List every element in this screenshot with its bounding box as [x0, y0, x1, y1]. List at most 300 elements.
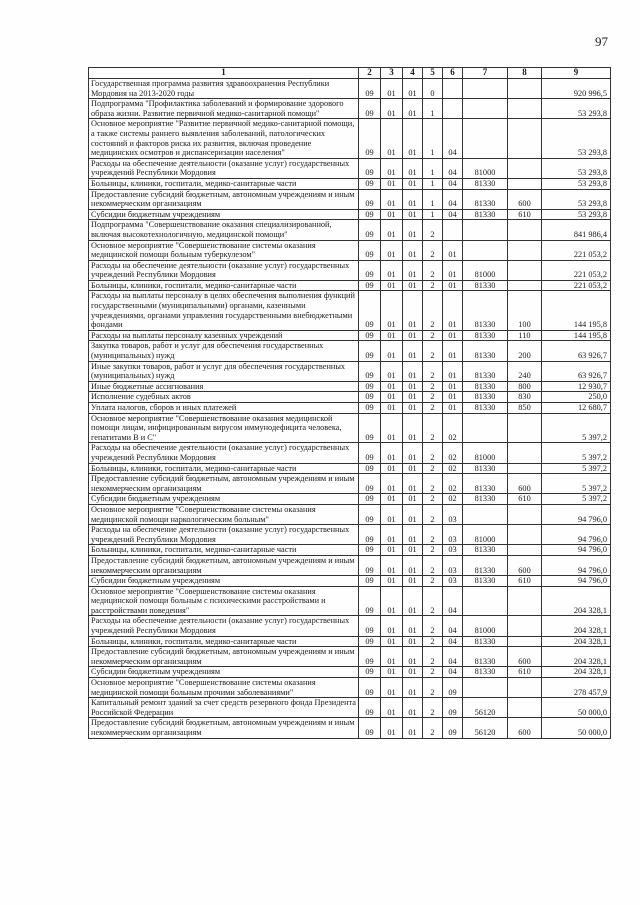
- code-cell: 01: [403, 474, 423, 494]
- code-cell: 81330: [463, 545, 508, 556]
- code-cell: 600: [508, 555, 542, 575]
- code-cell: 09: [359, 616, 381, 636]
- amount-cell: 278 457,9: [542, 678, 611, 698]
- code-cell: 01: [443, 240, 463, 260]
- code-cell: 81000: [463, 525, 508, 545]
- code-cell: 09: [359, 260, 381, 280]
- code-cell: [508, 636, 542, 647]
- column-header: 3: [381, 68, 403, 79]
- code-cell: 610: [508, 667, 542, 678]
- code-cell: [508, 463, 542, 474]
- amount-cell: 94 796,0: [542, 525, 611, 545]
- code-cell: 09: [359, 189, 381, 209]
- code-cell: 81330: [463, 636, 508, 647]
- code-cell: 2: [423, 525, 443, 545]
- row-name-cell: Субсидии бюджетным учреждениям: [89, 576, 359, 587]
- code-cell: [508, 586, 542, 616]
- code-cell: 01: [403, 718, 423, 738]
- code-cell: 1: [423, 178, 443, 189]
- code-cell: 01: [403, 220, 423, 240]
- code-cell: 110: [508, 330, 542, 341]
- code-cell: [508, 158, 542, 178]
- table-row: [89, 443, 611, 463]
- code-cell: 81330: [463, 647, 508, 667]
- code-cell: 01: [403, 576, 423, 587]
- code-cell: 09: [359, 443, 381, 463]
- code-cell: 81330: [463, 280, 508, 291]
- amount-cell: 920 996,5: [542, 79, 611, 99]
- code-cell: 01: [381, 413, 403, 443]
- code-cell: 01: [381, 678, 403, 698]
- row-name-cell: Подпрограмма "Профилактика заболеваний и формирование здорового образа жизни. Развитие первичной медико-санитарной помощи": [89, 99, 359, 119]
- code-cell: 2: [423, 678, 443, 698]
- code-cell: 600: [508, 189, 542, 209]
- table-row: [89, 586, 611, 616]
- code-cell: 01: [403, 494, 423, 505]
- code-cell: 01: [403, 209, 423, 220]
- code-cell: 03: [443, 504, 463, 524]
- code-cell: 81330: [463, 576, 508, 587]
- code-cell: 01: [381, 99, 403, 119]
- code-cell: 01: [381, 240, 403, 260]
- code-cell: 04: [443, 119, 463, 158]
- code-cell: 2: [423, 504, 443, 524]
- code-cell: 01: [443, 330, 463, 341]
- code-cell: 01: [381, 403, 403, 414]
- code-cell: 04: [443, 189, 463, 209]
- row-name-cell: Иные бюджетные ассигнования: [89, 381, 359, 392]
- amount-cell: 204 328,1: [542, 647, 611, 667]
- row-name-cell: Больницы, клиники, госпитали, медико-санитарные части: [89, 178, 359, 189]
- code-cell: 01: [381, 158, 403, 178]
- row-name-cell: Предоставление субсидий бюджетным, автономным учреждениям и иным некоммерческим организациям: [89, 718, 359, 738]
- amount-cell: 50 000,0: [542, 698, 611, 718]
- page-number: 97: [595, 34, 608, 49]
- table-row: [89, 381, 611, 392]
- code-cell: 01: [381, 291, 403, 330]
- code-cell: [508, 443, 542, 463]
- code-cell: 01: [381, 280, 403, 291]
- code-cell: 81000: [463, 158, 508, 178]
- code-cell: 04: [443, 209, 463, 220]
- code-cell: 01: [381, 647, 403, 667]
- code-cell: 2: [423, 341, 443, 361]
- amount-cell: 841 986,4: [542, 220, 611, 240]
- column-header: 4: [403, 68, 423, 79]
- code-cell: 01: [381, 381, 403, 392]
- table-row: [89, 280, 611, 291]
- row-name-cell: Основное мероприятие "Совершенствование оказания медицинской помощи лицам, инфицированным вирусом иммунодефицита человека, гепатитами В и С": [89, 413, 359, 443]
- code-cell: 03: [443, 545, 463, 556]
- code-cell: 04: [443, 158, 463, 178]
- code-cell: 01: [403, 189, 423, 209]
- amount-cell: 221 053,2: [542, 260, 611, 280]
- code-cell: 09: [359, 525, 381, 545]
- amount-cell: 250,0: [542, 392, 611, 403]
- row-name-cell: Расходы на обеспечение деятельности (оказание услуг) государственных учреждений Республики Мордовия: [89, 616, 359, 636]
- table-row: [89, 463, 611, 474]
- code-cell: 01: [381, 576, 403, 587]
- code-cell: [508, 545, 542, 556]
- code-cell: 01: [403, 504, 423, 524]
- table-row: [89, 718, 611, 738]
- code-cell: 81330: [463, 361, 508, 381]
- code-cell: 01: [381, 361, 403, 381]
- code-cell: 01: [403, 158, 423, 178]
- code-cell: 01: [381, 555, 403, 575]
- code-cell: [508, 280, 542, 291]
- code-cell: 81000: [463, 616, 508, 636]
- code-cell: 81330: [463, 341, 508, 361]
- code-cell: 2: [423, 413, 443, 443]
- code-cell: 09: [359, 220, 381, 240]
- amount-cell: 94 796,0: [542, 555, 611, 575]
- code-cell: 09: [359, 381, 381, 392]
- code-cell: 01: [381, 443, 403, 463]
- column-header: 1: [89, 68, 359, 79]
- code-cell: 01: [403, 586, 423, 616]
- code-cell: 200: [508, 341, 542, 361]
- code-cell: 09: [359, 586, 381, 616]
- table-row: [89, 678, 611, 698]
- code-cell: 81330: [463, 209, 508, 220]
- code-cell: 2: [423, 494, 443, 505]
- code-cell: 01: [381, 220, 403, 240]
- amount-cell: 94 796,0: [542, 545, 611, 556]
- amount-cell: 5 397,2: [542, 494, 611, 505]
- code-cell: 81000: [463, 260, 508, 280]
- code-cell: 81330: [463, 403, 508, 414]
- code-cell: 01: [403, 291, 423, 330]
- code-cell: 81330: [463, 330, 508, 341]
- code-cell: 09: [359, 158, 381, 178]
- code-cell: 81330: [463, 474, 508, 494]
- code-cell: 01: [381, 504, 403, 524]
- row-name-cell: Больницы, клиники, госпитали, медико-санитарные части: [89, 280, 359, 291]
- code-cell: 81330: [463, 381, 508, 392]
- table-row: [89, 474, 611, 494]
- code-cell: 2: [423, 636, 443, 647]
- code-cell: 09: [359, 413, 381, 443]
- code-cell: 09: [359, 209, 381, 220]
- table-row: [89, 667, 611, 678]
- code-cell: 09: [359, 678, 381, 698]
- code-cell: 610: [508, 494, 542, 505]
- code-cell: [463, 504, 508, 524]
- code-cell: 01: [443, 392, 463, 403]
- column-header: 8: [508, 68, 542, 79]
- code-cell: [508, 260, 542, 280]
- code-cell: 09: [359, 280, 381, 291]
- code-cell: 09: [359, 330, 381, 341]
- code-cell: 09: [359, 291, 381, 330]
- amount-cell: 144 195,8: [542, 330, 611, 341]
- amount-cell: 12 680,7: [542, 403, 611, 414]
- code-cell: 2: [423, 280, 443, 291]
- column-header: 9: [542, 68, 611, 79]
- code-cell: 01: [381, 260, 403, 280]
- code-cell: 2: [423, 545, 443, 556]
- amount-cell: 53 293,8: [542, 209, 611, 220]
- row-name-cell: Основное мероприятие "Совершенствование системы оказания медицинской помощи больным прочими заболеваниями": [89, 678, 359, 698]
- code-cell: 01: [381, 616, 403, 636]
- table-row: [89, 698, 611, 718]
- code-cell: 01: [403, 119, 423, 158]
- table-row: [89, 616, 611, 636]
- code-cell: [508, 525, 542, 545]
- code-cell: 01: [403, 545, 423, 556]
- code-cell: 03: [443, 576, 463, 587]
- code-cell: 01: [443, 361, 463, 381]
- code-cell: 09: [359, 99, 381, 119]
- table-row: [89, 392, 611, 403]
- code-cell: 09: [359, 463, 381, 474]
- amount-cell: 204 328,1: [542, 616, 611, 636]
- code-cell: 2: [423, 667, 443, 678]
- code-cell: [508, 504, 542, 524]
- table-row: [89, 260, 611, 280]
- code-cell: 56120: [463, 718, 508, 738]
- code-cell: 04: [443, 586, 463, 616]
- code-cell: 1: [423, 119, 443, 158]
- row-name-cell: Расходы на выплаты персоналу казенных учреждений: [89, 330, 359, 341]
- code-cell: 2: [423, 698, 443, 718]
- code-cell: 01: [443, 403, 463, 414]
- code-cell: 01: [381, 545, 403, 556]
- code-cell: 01: [403, 260, 423, 280]
- code-cell: [463, 119, 508, 158]
- amount-cell: 94 796,0: [542, 576, 611, 587]
- header-row: [89, 68, 611, 79]
- table-row: [89, 545, 611, 556]
- code-cell: 01: [403, 647, 423, 667]
- code-cell: 2: [423, 576, 443, 587]
- code-cell: 09: [443, 698, 463, 718]
- code-cell: 01: [403, 79, 423, 99]
- code-cell: 1: [423, 158, 443, 178]
- table-row: [89, 636, 611, 647]
- code-cell: 02: [443, 494, 463, 505]
- code-cell: 09: [359, 555, 381, 575]
- amount-cell: 204 328,1: [542, 586, 611, 616]
- code-cell: 81330: [463, 555, 508, 575]
- code-cell: 09: [359, 361, 381, 381]
- row-name-cell: Больницы, клиники, госпитали, медико-санитарные части: [89, 636, 359, 647]
- row-name-cell: Расходы на выплаты персоналу в целях обеспечения выполнения функций государственными (муниципальными) органами, казенными учреждениями, органами управления государственными внебюджетными фондами: [89, 291, 359, 330]
- code-cell: 01: [403, 341, 423, 361]
- code-cell: 01: [381, 209, 403, 220]
- code-cell: 01: [381, 189, 403, 209]
- code-cell: 01: [381, 667, 403, 678]
- amount-cell: 204 328,1: [542, 667, 611, 678]
- code-cell: 04: [443, 178, 463, 189]
- code-cell: 01: [443, 291, 463, 330]
- code-cell: 2: [423, 361, 443, 381]
- code-cell: 01: [403, 403, 423, 414]
- code-cell: 09: [359, 667, 381, 678]
- code-cell: 2: [423, 616, 443, 636]
- code-cell: 2: [423, 260, 443, 280]
- code-cell: 03: [443, 555, 463, 575]
- row-name-cell: Закупка товаров, работ и услуг для обеспечения государственных (муниципальных) нужд: [89, 341, 359, 361]
- code-cell: 09: [359, 647, 381, 667]
- code-cell: 2: [423, 443, 443, 463]
- code-cell: 0: [423, 79, 443, 99]
- amount-cell: 5 397,2: [542, 443, 611, 463]
- code-cell: 81000: [463, 443, 508, 463]
- code-cell: 01: [403, 392, 423, 403]
- amount-cell: 63 926,7: [542, 361, 611, 381]
- table-row: [89, 341, 611, 361]
- code-cell: 600: [508, 647, 542, 667]
- code-cell: 2: [423, 330, 443, 341]
- code-cell: 81330: [463, 392, 508, 403]
- code-cell: 09: [359, 240, 381, 260]
- code-cell: 01: [381, 392, 403, 403]
- amount-cell: 5 397,2: [542, 413, 611, 443]
- code-cell: 2: [423, 718, 443, 738]
- row-name-cell: Уплата налогов, сборов и иных платежей: [89, 403, 359, 414]
- amount-cell: 221 053,2: [542, 240, 611, 260]
- code-cell: 01: [381, 718, 403, 738]
- table-row: [89, 178, 611, 189]
- code-cell: 81330: [463, 189, 508, 209]
- code-cell: 2: [423, 392, 443, 403]
- code-cell: [508, 413, 542, 443]
- row-name-cell: Субсидии бюджетным учреждениям: [89, 494, 359, 505]
- code-cell: 81330: [463, 463, 508, 474]
- row-name-cell: Предоставление субсидий бюджетным, автономным учреждениям и иным некоммерческим организациям: [89, 647, 359, 667]
- amount-cell: 204 328,1: [542, 636, 611, 647]
- code-cell: 2: [423, 403, 443, 414]
- code-cell: 2: [423, 555, 443, 575]
- row-name-cell: Больницы, клиники, госпитали, медико-санитарные части: [89, 545, 359, 556]
- table-row: [89, 79, 611, 99]
- code-cell: 01: [403, 667, 423, 678]
- row-name-cell: Подпрограмма "Совершенствование оказания специализированной, включая высокотехнологичную, медицинской помощи": [89, 220, 359, 240]
- code-cell: 09: [359, 178, 381, 189]
- code-cell: [508, 178, 542, 189]
- row-name-cell: Иные закупки товаров, работ и услуг для обеспечения государственных (муниципальных) нужд: [89, 361, 359, 381]
- code-cell: 02: [443, 474, 463, 494]
- row-name-cell: Предоставление субсидий бюджетным, автономным учреждениям и иным некоммерческим организациям: [89, 555, 359, 575]
- column-header: 2: [359, 68, 381, 79]
- code-cell: 01: [381, 330, 403, 341]
- code-cell: 01: [403, 463, 423, 474]
- code-cell: 01: [403, 616, 423, 636]
- code-cell: 01: [403, 330, 423, 341]
- code-cell: [443, 79, 463, 99]
- row-name-cell: Расходы на обеспечение деятельности (оказание услуг) государственных учреждений Республики Мордовия: [89, 158, 359, 178]
- code-cell: 56120: [463, 698, 508, 718]
- code-cell: 01: [403, 381, 423, 392]
- code-cell: 09: [359, 636, 381, 647]
- code-cell: 81330: [463, 667, 508, 678]
- table-row: [89, 220, 611, 240]
- code-cell: 01: [403, 361, 423, 381]
- table-row: [89, 647, 611, 667]
- code-cell: 09: [359, 718, 381, 738]
- code-cell: 09: [359, 341, 381, 361]
- code-cell: 01: [381, 525, 403, 545]
- code-cell: 09: [359, 392, 381, 403]
- row-name-cell: Субсидии бюджетным учреждениям: [89, 667, 359, 678]
- code-cell: 09: [359, 494, 381, 505]
- table-row: [89, 403, 611, 414]
- amount-cell: 5 397,2: [542, 463, 611, 474]
- code-cell: 09: [359, 474, 381, 494]
- table-row: [89, 504, 611, 524]
- amount-cell: 12 930,7: [542, 381, 611, 392]
- code-cell: 09: [443, 678, 463, 698]
- code-cell: [463, 99, 508, 119]
- code-cell: 240: [508, 361, 542, 381]
- code-cell: 01: [381, 474, 403, 494]
- amount-cell: 144 195,8: [542, 291, 611, 330]
- code-cell: 03: [443, 525, 463, 545]
- code-cell: [443, 220, 463, 240]
- code-cell: 01: [403, 280, 423, 291]
- code-cell: 01: [381, 178, 403, 189]
- amount-cell: 221 053,2: [542, 280, 611, 291]
- code-cell: 81330: [463, 178, 508, 189]
- amount-cell: 50 000,0: [542, 718, 611, 738]
- amount-cell: 5 397,2: [542, 474, 611, 494]
- code-cell: 01: [381, 341, 403, 361]
- code-cell: [508, 240, 542, 260]
- amount-cell: 53 293,8: [542, 99, 611, 119]
- table-row: [89, 291, 611, 330]
- row-name-cell: Расходы на обеспечение деятельности (оказание услуг) государственных учреждений Республики Мордовия: [89, 443, 359, 463]
- code-cell: 09: [359, 545, 381, 556]
- code-cell: 850: [508, 403, 542, 414]
- row-name-cell: Основное мероприятие "Развитие первичной медико-санитарной помощи, а также системы раннего выявления заболеваний, патологических состояний и факторов риска их развития, включая проведение медицинских осмотров и диспансеризации населения": [89, 119, 359, 158]
- code-cell: [463, 586, 508, 616]
- table-row: [89, 555, 611, 575]
- amount-cell: 63 926,7: [542, 341, 611, 361]
- code-cell: 09: [359, 576, 381, 587]
- code-cell: 01: [381, 494, 403, 505]
- code-cell: [463, 240, 508, 260]
- code-cell: 09: [443, 718, 463, 738]
- code-cell: [508, 119, 542, 158]
- amount-cell: 53 293,8: [542, 158, 611, 178]
- code-cell: 01: [403, 636, 423, 647]
- table-row: [89, 119, 611, 158]
- code-cell: 2: [423, 381, 443, 392]
- row-name-cell: Капитальный ремонт зданий за счет средств резервного фонда Президента Российской Федерации: [89, 698, 359, 718]
- code-cell: 01: [403, 555, 423, 575]
- code-cell: 09: [359, 79, 381, 99]
- row-name-cell: Основное мероприятие "Совершенствование системы оказания медицинской помощи наркологическим больным": [89, 504, 359, 524]
- code-cell: 02: [443, 463, 463, 474]
- code-cell: [508, 616, 542, 636]
- amount-cell: 94 796,0: [542, 504, 611, 524]
- code-cell: 01: [403, 525, 423, 545]
- table-row: [89, 330, 611, 341]
- code-cell: 2: [423, 463, 443, 474]
- code-cell: 800: [508, 381, 542, 392]
- code-cell: [443, 99, 463, 119]
- code-cell: 81330: [463, 291, 508, 330]
- row-name-cell: Расходы на обеспечение деятельности (оказание услуг) государственных учреждений Республики Мордовия: [89, 260, 359, 280]
- code-cell: 09: [359, 119, 381, 158]
- row-name-cell: Предоставление субсидий бюджетным, автономным учреждениям и иным некоммерческим организациям: [89, 474, 359, 494]
- code-cell: 01: [381, 463, 403, 474]
- code-cell: 830: [508, 392, 542, 403]
- table-row: [89, 240, 611, 260]
- code-cell: [508, 99, 542, 119]
